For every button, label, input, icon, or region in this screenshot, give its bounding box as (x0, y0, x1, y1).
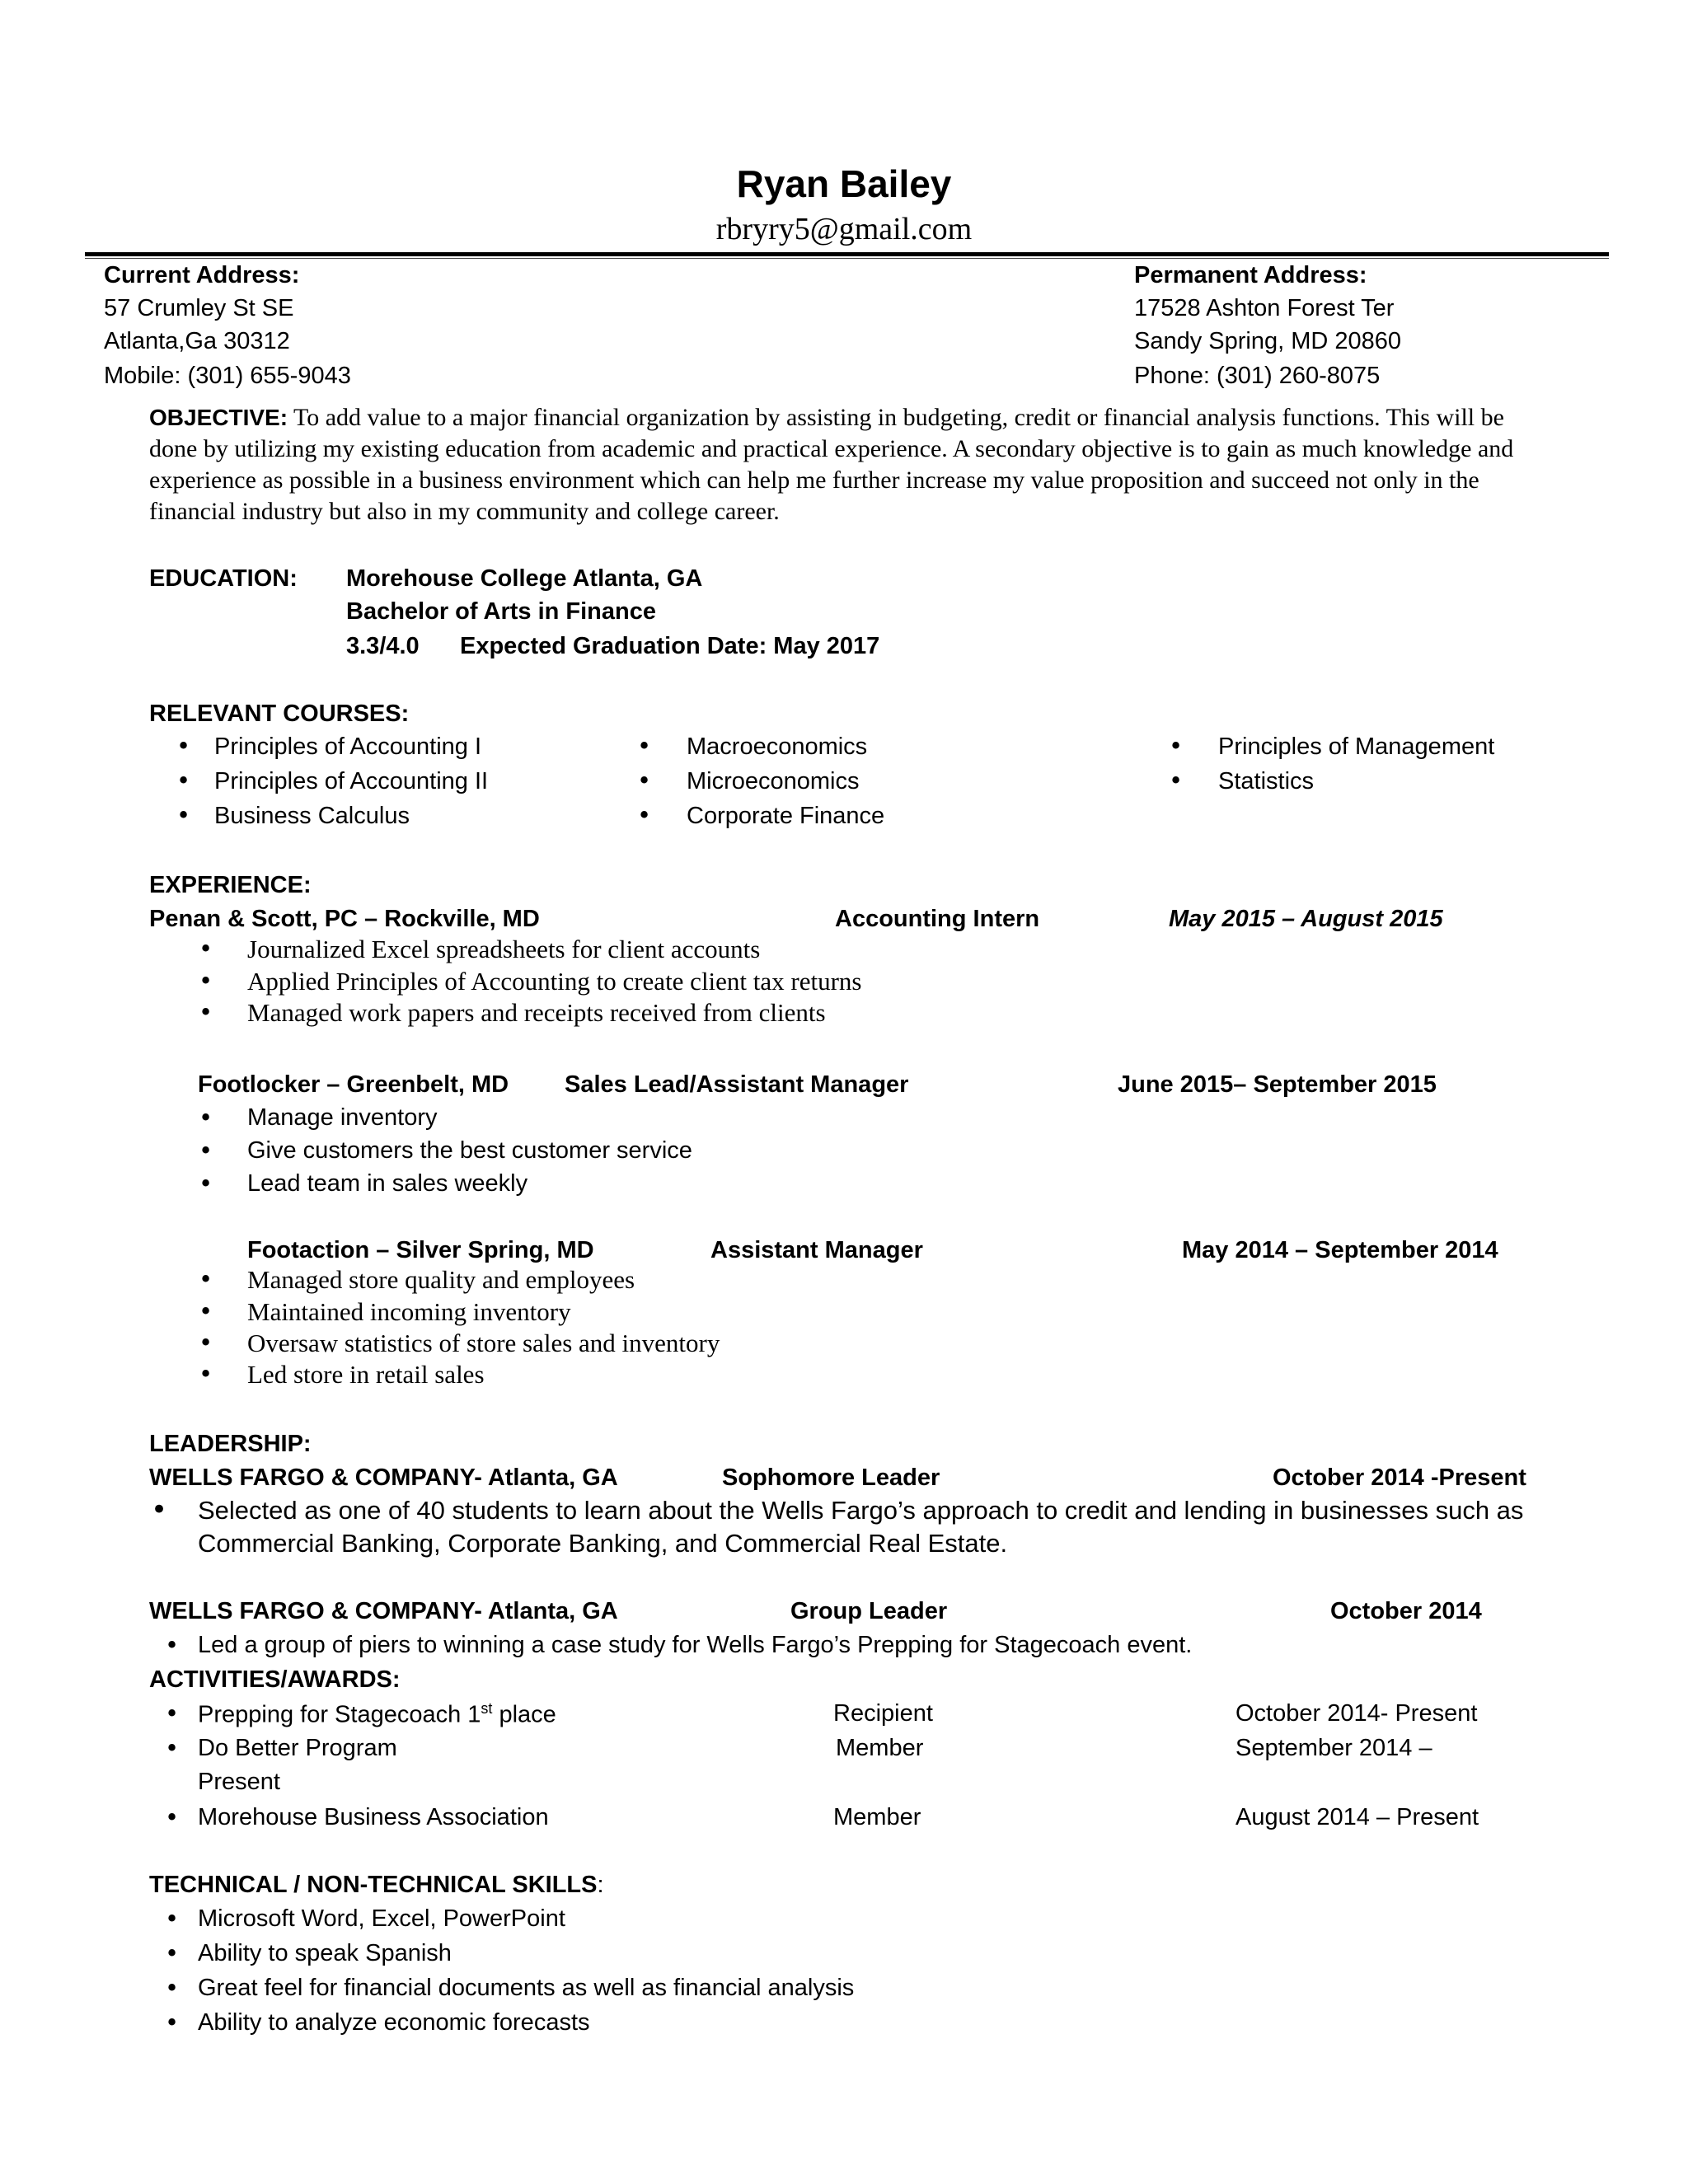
education-school: Morehouse College Atlanta, GA (346, 565, 703, 592)
job-company: Footaction – Silver Spring, MD (247, 1237, 594, 1263)
activity-role: Recipient (833, 1700, 933, 1727)
activity-name: Do Better Program (198, 1735, 397, 1761)
activity-role: Member (836, 1735, 924, 1761)
leadership-org: WELLS FARGO & COMPANY- Atlanta, GA (149, 1465, 618, 1491)
experience-label: EXPERIENCE: (149, 872, 312, 898)
activity-dates-continued: Present (198, 1769, 280, 1795)
bullet-icon: • (199, 1360, 213, 1388)
permanent-address-city: Sandy Spring, MD 20860 (1134, 328, 1402, 354)
skills-colon: : (597, 1872, 604, 1898)
bullet-icon: • (199, 998, 213, 1026)
leadership-title: Group Leader (790, 1598, 948, 1624)
bullet-icon: • (165, 1734, 180, 1762)
bullet-icon: • (165, 1905, 180, 1933)
permanent-phone: Phone: (301) 260-8075 (1134, 363, 1381, 389)
leadership-bullet: Selected as one of 40 students to learn about the Wells Fargo’s approach to credit and lending in businesses such as Commercial Banking, Corporate Banking, and Commercial Real Estate. (198, 1496, 1524, 1558)
activity-name: Morehouse Business Association (198, 1804, 549, 1830)
bullet-icon: • (199, 1104, 213, 1132)
activities-label: ACTIVITIES/AWARDS: (149, 1666, 401, 1693)
activity-dates: August 2014 – Present (1236, 1804, 1479, 1830)
header-divider-thin (85, 258, 1609, 259)
job-bullet: Managed work papers and receipts received from clients (247, 998, 826, 1027)
bullet-icon: • (199, 935, 213, 963)
job-bullet: Applied Principles of Accounting to create client tax returns (247, 967, 862, 996)
job-company: Penan & Scott, PC – Rockville, MD (149, 906, 540, 932)
job-bullet: Give customers the best customer service (247, 1137, 692, 1164)
job-bullet: Led store in retail sales (247, 1360, 485, 1389)
activity-name-end: place (492, 1701, 556, 1728)
bullet-icon: • (199, 1169, 213, 1197)
courses-label: RELEVANT COURSES: (149, 701, 410, 727)
job-bullet: Maintained incoming inventory (247, 1297, 571, 1326)
course-item: Macroeconomics (687, 733, 868, 760)
permanent-address-street: 17528 Ashton Forest Ter (1134, 295, 1395, 321)
superscript: st (481, 1700, 493, 1717)
job-bullet: Managed store quality and employees (247, 1265, 635, 1294)
email-address: rbryry5@gmail.com (715, 212, 973, 246)
bullet-icon: • (199, 1137, 213, 1165)
bullet-icon: • (199, 967, 213, 995)
bullet-icon: • (1169, 732, 1184, 760)
skill-item: Ability to analyze economic forecasts (198, 2009, 590, 2036)
bullet-icon: • (165, 1699, 180, 1727)
job-bullet: Journalized Excel spreadsheets for client accounts (247, 935, 761, 963)
mobile-phone: Mobile: (301) 655-9043 (104, 363, 351, 389)
job-bullet: Manage inventory (247, 1104, 438, 1131)
job-dates: May 2015 – August 2015 (1169, 906, 1443, 932)
bullet-icon: • (637, 801, 652, 829)
leadership-title: Sophomore Leader (722, 1465, 940, 1491)
bullet-icon: • (176, 732, 191, 760)
skills-label: TECHNICAL / NON-TECHNICAL SKILLS (149, 1872, 598, 1898)
education-gpa: 3.3/4.0 (346, 633, 420, 659)
course-item: Principles of Accounting I (214, 733, 482, 760)
candidate-name: Ryan Bailey (736, 162, 952, 205)
skill-item: Microsoft Word, Excel, PowerPoint (198, 1905, 565, 1932)
bullet-icon: • (199, 1265, 213, 1293)
job-title: Assistant Manager (710, 1237, 923, 1263)
objective-label: OBJECTIVE: (149, 405, 288, 430)
bullet-icon: • (165, 1974, 180, 2002)
leadership-bullet: Led a group of piers to winning a case study for Wells Fargo’s Prepping for Stagecoach event. (198, 1632, 1193, 1658)
bullet-icon: • (165, 2008, 180, 2036)
job-bullet: Lead team in sales weekly (247, 1170, 528, 1197)
bullet-icon: • (165, 1803, 180, 1831)
bullet-icon: • (637, 766, 652, 794)
job-title: Sales Lead/Assistant Manager (565, 1071, 909, 1098)
current-address-street: 57 Crumley St SE (104, 295, 294, 321)
activity-dates: October 2014- Present (1236, 1700, 1478, 1727)
activity-role: Member (833, 1804, 921, 1830)
permanent-address-label: Permanent Address: (1134, 262, 1367, 288)
education-label: EDUCATION: (149, 565, 298, 592)
activity-dates: September 2014 – (1236, 1735, 1432, 1761)
education-graduation: Expected Graduation Date: May 2017 (460, 633, 880, 659)
bullet-icon: • (199, 1297, 213, 1325)
bullet-icon: • (199, 1329, 213, 1357)
bullet-icon: • (165, 1939, 180, 1967)
activity-name-text: Prepping for Stagecoach 1 (198, 1701, 481, 1728)
leadership-dates: October 2014 -Present (1273, 1465, 1526, 1491)
job-bullet: Oversaw statistics of store sales and inventory (247, 1329, 720, 1357)
skills-heading (149, 1872, 604, 1899)
bullet-icon: • (1169, 766, 1184, 794)
objective-section (149, 402, 1534, 527)
course-item: Principles of Accounting II (214, 768, 489, 794)
skill-item: Great feel for financial documents as well as financial analysis (198, 1975, 855, 2001)
job-company: Footlocker – Greenbelt, MD (198, 1071, 509, 1098)
job-dates: May 2014 – September 2014 (1182, 1237, 1498, 1263)
course-item: Microeconomics (687, 768, 860, 794)
current-address-city: Atlanta,Ga 30312 (104, 328, 290, 354)
job-title: Accounting Intern (835, 906, 1040, 932)
course-item: Principles of Management (1218, 733, 1495, 760)
header-divider (85, 252, 1609, 256)
course-item: Statistics (1218, 768, 1315, 794)
course-item: Corporate Finance (687, 803, 885, 829)
leadership-dates: October 2014 (1330, 1598, 1482, 1624)
skill-item: Ability to speak Spanish (198, 1940, 452, 1966)
course-item: Business Calculus (214, 803, 410, 829)
job-dates: June 2015– September 2015 (1118, 1071, 1437, 1098)
objective-text: To add value to a major financial organization by assisting in budgeting, credit or financial analysis functions. This will be done by utilizing my existing education from academic and practical experience. A secondary objective is to gain as much knowledge and experience as possible in a business environment which can help me further increase my value proposition and succeed not only in the financial industry but also in my community and college career. (149, 404, 1514, 525)
bullet-icon: • (151, 1493, 168, 1526)
bullet-icon: • (165, 1631, 180, 1659)
current-address-label: Current Address: (104, 262, 300, 288)
activity-name (198, 1700, 556, 1729)
bullet-icon: • (176, 801, 191, 829)
bullet-icon: • (637, 732, 652, 760)
bullet-icon: • (176, 766, 191, 794)
leadership-org: WELLS FARGO & COMPANY- Atlanta, GA (149, 1598, 618, 1624)
leadership-label: LEADERSHIP: (149, 1431, 312, 1457)
education-degree: Bachelor of Arts in Finance (346, 598, 656, 625)
